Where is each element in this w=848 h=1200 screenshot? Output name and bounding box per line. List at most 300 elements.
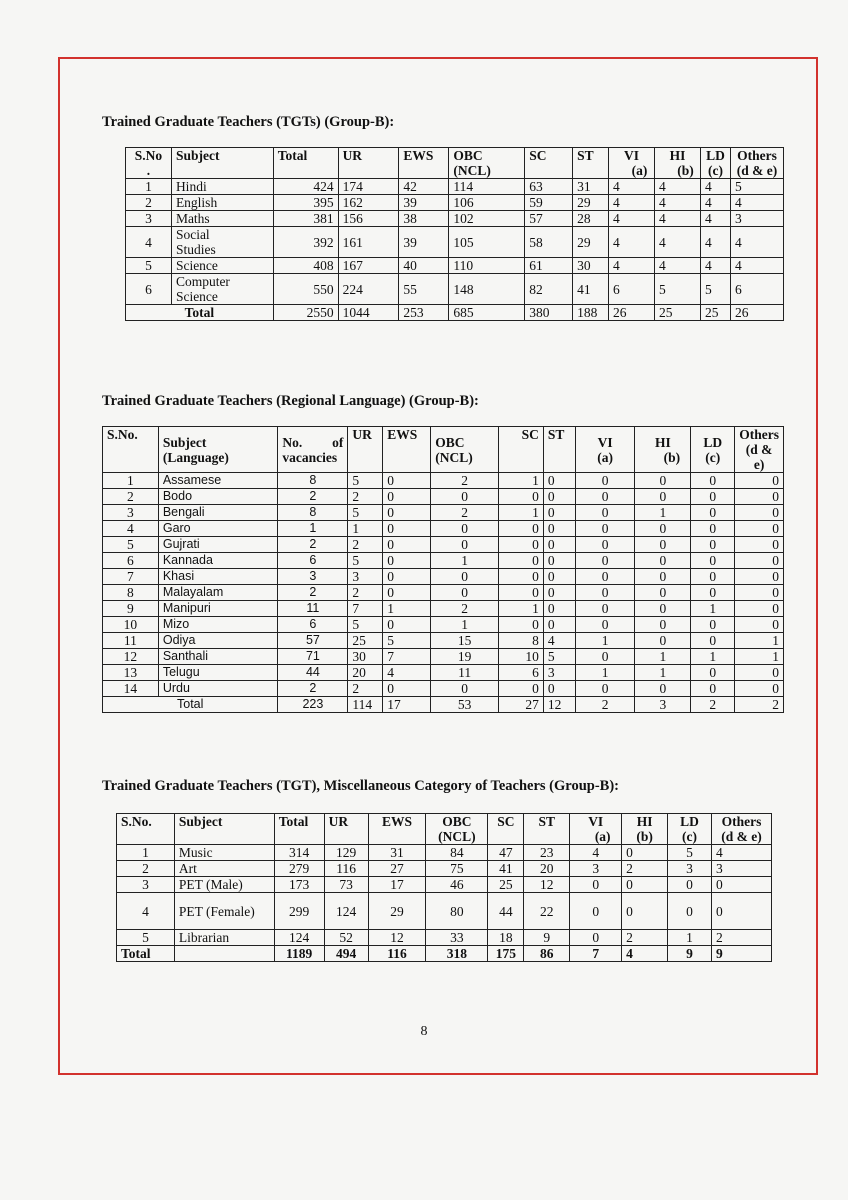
hi-cell: 0 [635, 553, 691, 569]
ur-cell: 7 [348, 601, 383, 617]
sc-cell: 10 [499, 649, 544, 665]
vi-cell: 0 [575, 553, 635, 569]
sc-cell: 0 [499, 537, 544, 553]
others-cell: 0 [735, 553, 784, 569]
others-cell: 0 [735, 505, 784, 521]
ur-cell: 494 [324, 946, 368, 962]
table-row [117, 877, 772, 893]
ews-cell: 0 [383, 585, 431, 601]
hi-cell: 0 [635, 537, 691, 553]
st-cell: 12 [524, 877, 570, 893]
vi-cell: 4 [609, 258, 655, 274]
ews-cell: 29 [368, 893, 426, 930]
others-cell: 3 [730, 211, 783, 227]
st-cell: 12 [543, 697, 575, 713]
sno-cell: 5 [117, 930, 175, 946]
subject-cell: Computer Science [171, 274, 273, 305]
language-cell: Gujrati [158, 537, 278, 553]
others-cell: 0 [735, 665, 784, 681]
ur-cell: 156 [338, 211, 399, 227]
tgt-table [125, 147, 784, 321]
hi-cell: 0 [635, 601, 691, 617]
regional-table [102, 426, 784, 713]
sno-cell: 2 [126, 195, 172, 211]
hi-cell: 1 [635, 665, 691, 681]
header-cell: SC [488, 814, 524, 845]
ews-cell: 31 [368, 845, 426, 861]
hi-cell: 4 [655, 179, 701, 195]
table-header-row [126, 148, 784, 179]
obc-cell: 53 [431, 697, 499, 713]
ld-cell: 0 [691, 521, 735, 537]
sno-cell: 1 [117, 845, 175, 861]
ur-cell: 73 [324, 877, 368, 893]
obc-cell: 80 [426, 893, 488, 930]
sno-cell: 7 [103, 569, 159, 585]
sno-cell: 2 [103, 489, 159, 505]
header-cell: Subject [171, 148, 273, 179]
obc-cell: 0 [431, 489, 499, 505]
ews-cell: 12 [368, 930, 426, 946]
sno-cell: 3 [103, 505, 159, 521]
language-cell: Khasi [158, 569, 278, 585]
obc-cell: 318 [426, 946, 488, 962]
header-cell: S.No . [126, 148, 172, 179]
others-cell: 0 [735, 489, 784, 505]
sno-cell: 2 [117, 861, 175, 877]
obc-cell: 110 [449, 258, 525, 274]
obc-cell: 148 [449, 274, 525, 305]
ur-cell: 162 [338, 195, 399, 211]
header-cell: UR [338, 148, 399, 179]
language-cell: Assamese [158, 473, 278, 489]
header-cell: HI (b) [622, 814, 668, 845]
hi-cell: 5 [655, 274, 701, 305]
others-cell: 0 [711, 877, 771, 893]
hi-cell: 0 [635, 489, 691, 505]
vi-cell: 6 [609, 274, 655, 305]
st-cell: 0 [543, 681, 575, 697]
hi-cell: 2 [622, 861, 668, 877]
sc-cell: 6 [499, 665, 544, 681]
header-cell: Subject [174, 814, 274, 845]
ur-cell: 5 [348, 617, 383, 633]
header-cell: VI (a) [570, 814, 622, 845]
ur-cell: 161 [338, 227, 399, 258]
hi-cell: 0 [635, 473, 691, 489]
vi-cell: 0 [575, 537, 635, 553]
vi-cell: 0 [575, 473, 635, 489]
regional-section-title: Trained Graduate Teachers (Regional Language) (Group-B): [102, 393, 479, 409]
vi-cell: 0 [575, 569, 635, 585]
header-cell: No. of vacancies [278, 427, 348, 473]
header-cell: VI (a) [609, 148, 655, 179]
sc-cell: 0 [499, 553, 544, 569]
header-cell: EWS [383, 427, 431, 473]
hi-cell: 0 [635, 617, 691, 633]
ews-cell: 39 [399, 227, 449, 258]
ur-cell: 20 [348, 665, 383, 681]
sc-cell: 47 [488, 845, 524, 861]
sno-cell: 4 [126, 227, 172, 258]
table-row [117, 861, 772, 877]
language-cell: Mizo [158, 617, 278, 633]
hi-cell: 4 [655, 258, 701, 274]
obc-cell: 84 [426, 845, 488, 861]
vi-cell: 7 [570, 946, 622, 962]
ur-cell: 114 [348, 697, 383, 713]
sno-cell: 13 [103, 665, 159, 681]
vacancies-cell: 2 [278, 585, 348, 601]
ld-cell: 0 [691, 569, 735, 585]
ld-cell: 0 [691, 665, 735, 681]
table-row [126, 258, 784, 274]
others-cell: 5 [730, 179, 783, 195]
ews-cell: 1 [383, 601, 431, 617]
ur-cell: 167 [338, 258, 399, 274]
total-row [103, 697, 784, 713]
ews-cell: 55 [399, 274, 449, 305]
ur-cell: 5 [348, 505, 383, 521]
total-label: Total [103, 697, 278, 713]
st-cell: 188 [573, 305, 609, 321]
sc-cell: 0 [499, 681, 544, 697]
table-row [103, 521, 784, 537]
others-cell: 6 [730, 274, 783, 305]
ld-cell: 5 [668, 845, 712, 861]
ews-cell: 0 [383, 553, 431, 569]
table-row [103, 585, 784, 601]
header-cell: UR [324, 814, 368, 845]
ld-cell: 4 [700, 179, 730, 195]
ews-cell: 42 [399, 179, 449, 195]
vacancies-cell: 3 [278, 569, 348, 585]
obc-cell: 114 [449, 179, 525, 195]
vi-cell: 26 [609, 305, 655, 321]
ews-cell: 116 [368, 946, 426, 962]
vi-cell: 0 [575, 681, 635, 697]
vi-cell: 0 [570, 930, 622, 946]
vacancies-cell: 11 [278, 601, 348, 617]
ur-cell: 5 [348, 553, 383, 569]
header-cell: ST [543, 427, 575, 473]
sno-cell: 3 [126, 211, 172, 227]
vacancies-cell: 44 [278, 665, 348, 681]
header-cell: Others (d & e) [711, 814, 771, 845]
ld-cell: 0 [691, 585, 735, 601]
table-row [103, 633, 784, 649]
ur-cell: 2 [348, 681, 383, 697]
table-row [103, 569, 784, 585]
language-cell: Bengali [158, 505, 278, 521]
hi-cell: 0 [635, 633, 691, 649]
vi-cell: 0 [570, 877, 622, 893]
sno-cell: 8 [103, 585, 159, 601]
others-cell: 1 [735, 649, 784, 665]
ews-cell: 5 [383, 633, 431, 649]
ews-cell: 0 [383, 681, 431, 697]
hi-cell: 2 [622, 930, 668, 946]
st-cell: 5 [543, 649, 575, 665]
st-cell: 0 [543, 473, 575, 489]
table-row [126, 274, 784, 305]
subject-cell: Hindi [171, 179, 273, 195]
sno-cell: 4 [117, 893, 175, 930]
vacancies-cell: 1 [278, 521, 348, 537]
sc-cell: 380 [525, 305, 573, 321]
obc-cell: 2 [431, 601, 499, 617]
ld-cell: 0 [691, 489, 735, 505]
subject-cell: Music [174, 845, 274, 861]
others-cell: 0 [735, 569, 784, 585]
sc-cell: 1 [499, 473, 544, 489]
ld-cell: 4 [700, 227, 730, 258]
language-cell: Telugu [158, 665, 278, 681]
table-row [126, 195, 784, 211]
obc-cell: 0 [431, 521, 499, 537]
subject-cell: PET (Female) [174, 893, 274, 930]
hi-cell: 4 [655, 195, 701, 211]
subject-cell: English [171, 195, 273, 211]
hi-cell: 25 [655, 305, 701, 321]
others-cell: 9 [711, 946, 771, 962]
sc-cell: 0 [499, 617, 544, 633]
table-row [117, 893, 772, 930]
header-cell: HI (b) [655, 148, 701, 179]
vi-cell: 3 [570, 861, 622, 877]
sno-cell: 11 [103, 633, 159, 649]
obc-cell: 0 [431, 569, 499, 585]
others-cell: 4 [730, 258, 783, 274]
st-cell: 0 [543, 537, 575, 553]
ur-cell: 2 [348, 585, 383, 601]
ews-cell: 0 [383, 521, 431, 537]
vi-cell: 0 [575, 601, 635, 617]
total-cell: 314 [274, 845, 324, 861]
ur-cell: 30 [348, 649, 383, 665]
st-cell: 4 [543, 633, 575, 649]
obc-cell: 2 [431, 473, 499, 489]
total-label: Total [117, 946, 175, 962]
table-header-row [117, 814, 772, 845]
total-cell: 424 [273, 179, 338, 195]
vi-cell: 0 [575, 505, 635, 521]
sc-cell: 57 [525, 211, 573, 227]
vacancies-cell: 223 [278, 697, 348, 713]
header-cell: S.No. [117, 814, 175, 845]
others-cell: 4 [730, 227, 783, 258]
table-row [103, 553, 784, 569]
st-cell: 0 [543, 617, 575, 633]
header-cell: HI (b) [635, 427, 691, 473]
table-row [126, 179, 784, 195]
st-cell: 22 [524, 893, 570, 930]
table-row [117, 930, 772, 946]
ews-cell: 0 [383, 473, 431, 489]
language-cell: Garo [158, 521, 278, 537]
total-cell: 124 [274, 930, 324, 946]
vacancies-cell: 71 [278, 649, 348, 665]
sc-cell: 27 [499, 697, 544, 713]
ews-cell: 0 [383, 505, 431, 521]
header-cell: Total [273, 148, 338, 179]
total-cell: 381 [273, 211, 338, 227]
hi-cell: 1 [635, 649, 691, 665]
misc-table [116, 813, 772, 962]
header-cell: LD (c) [691, 427, 735, 473]
obc-cell: 0 [431, 585, 499, 601]
header-cell: OBC (NCL) [431, 427, 499, 473]
ur-cell: 2 [348, 537, 383, 553]
obc-cell: 46 [426, 877, 488, 893]
st-cell: 29 [573, 227, 609, 258]
vi-cell: 0 [570, 893, 622, 930]
ur-cell: 224 [338, 274, 399, 305]
subject-cell: Art [174, 861, 274, 877]
ld-cell: 0 [691, 505, 735, 521]
hi-cell: 4 [622, 946, 668, 962]
others-cell: 0 [735, 601, 784, 617]
st-cell: 41 [573, 274, 609, 305]
sc-cell: 0 [499, 521, 544, 537]
sc-cell: 18 [488, 930, 524, 946]
others-cell: 1 [735, 633, 784, 649]
language-cell: Malayalam [158, 585, 278, 601]
language-cell: Santhali [158, 649, 278, 665]
hi-cell: 0 [635, 569, 691, 585]
vi-cell: 0 [575, 617, 635, 633]
header-cell: Total [274, 814, 324, 845]
tgt-section-title: Trained Graduate Teachers (TGTs) (Group-B): [102, 114, 395, 130]
table-row [103, 537, 784, 553]
st-cell: 28 [573, 211, 609, 227]
obc-cell: 106 [449, 195, 525, 211]
total-cell: 408 [273, 258, 338, 274]
ld-cell: 0 [691, 537, 735, 553]
sc-cell: 1 [499, 601, 544, 617]
obc-cell: 19 [431, 649, 499, 665]
ld-cell: 1 [691, 649, 735, 665]
total-cell: 173 [274, 877, 324, 893]
total-row [126, 305, 784, 321]
sc-cell: 44 [488, 893, 524, 930]
misc-section-title: Trained Graduate Teachers (TGT), Miscellaneous Category of Teachers (Group-B): [102, 778, 620, 794]
hi-cell: 4 [655, 211, 701, 227]
language-cell: Kannada [158, 553, 278, 569]
vi-cell: 4 [609, 195, 655, 211]
obc-cell: 685 [449, 305, 525, 321]
ld-cell: 5 [700, 274, 730, 305]
ur-cell: 5 [348, 473, 383, 489]
sc-cell: 8 [499, 633, 544, 649]
hi-cell: 0 [622, 845, 668, 861]
st-cell: 0 [543, 505, 575, 521]
obc-cell: 0 [431, 681, 499, 697]
hi-cell: 0 [635, 681, 691, 697]
total-cell: 279 [274, 861, 324, 877]
table-row [117, 845, 772, 861]
table-row [126, 211, 784, 227]
others-cell: 0 [735, 681, 784, 697]
ews-cell: 17 [368, 877, 426, 893]
ur-cell: 1044 [338, 305, 399, 321]
sc-cell: 61 [525, 258, 573, 274]
vi-cell: 4 [609, 179, 655, 195]
header-cell: VI (a) [575, 427, 635, 473]
others-cell: 4 [730, 195, 783, 211]
ld-cell: 0 [691, 617, 735, 633]
st-cell: 0 [543, 569, 575, 585]
ur-cell: 3 [348, 569, 383, 585]
hi-cell: 0 [635, 521, 691, 537]
ews-cell: 17 [383, 697, 431, 713]
vacancies-cell: 2 [278, 681, 348, 697]
st-cell: 0 [543, 601, 575, 617]
sc-cell: 1 [499, 505, 544, 521]
subject-cell: PET (Male) [174, 877, 274, 893]
header-cell: S.No. [103, 427, 159, 473]
vi-cell: 0 [575, 489, 635, 505]
sno-cell: 10 [103, 617, 159, 633]
ur-cell: 2 [348, 489, 383, 505]
sc-cell: 175 [488, 946, 524, 962]
ld-cell: 0 [668, 877, 712, 893]
vacancies-cell: 2 [278, 489, 348, 505]
st-cell: 31 [573, 179, 609, 195]
st-cell: 0 [543, 585, 575, 601]
vacancies-cell: 6 [278, 617, 348, 633]
vacancies-cell: 8 [278, 473, 348, 489]
vi-cell: 0 [575, 585, 635, 601]
obc-cell: 2 [431, 505, 499, 521]
others-cell: 0 [735, 617, 784, 633]
table-row [126, 227, 784, 258]
others-cell: 2 [735, 697, 784, 713]
ld-cell: 0 [691, 473, 735, 489]
sno-cell: 12 [103, 649, 159, 665]
vi-cell: 0 [575, 649, 635, 665]
ld-cell: 0 [691, 633, 735, 649]
obc-cell: 1 [431, 617, 499, 633]
total-cell: 1189 [274, 946, 324, 962]
sno-cell: 1 [103, 473, 159, 489]
ld-cell: 25 [700, 305, 730, 321]
header-cell: Others (d & e) [730, 148, 783, 179]
others-cell: 0 [711, 893, 771, 930]
table-row [103, 505, 784, 521]
st-cell: 0 [543, 489, 575, 505]
ld-cell: 4 [700, 195, 730, 211]
obc-cell: 1 [431, 553, 499, 569]
ur-cell: 52 [324, 930, 368, 946]
header-cell: LD (c) [700, 148, 730, 179]
table-header-row [103, 427, 784, 473]
ews-cell: 0 [383, 489, 431, 505]
header-cell: ST [524, 814, 570, 845]
ews-cell: 27 [368, 861, 426, 877]
obc-cell: 11 [431, 665, 499, 681]
header-cell: SC [499, 427, 544, 473]
vi-cell: 1 [575, 665, 635, 681]
header-cell: EWS [368, 814, 426, 845]
language-cell: Bodo [158, 489, 278, 505]
sc-cell: 82 [525, 274, 573, 305]
header-cell: Others (d & e) [735, 427, 784, 473]
st-cell: 9 [524, 930, 570, 946]
vacancies-cell: 8 [278, 505, 348, 521]
ld-cell: 0 [668, 893, 712, 930]
hi-cell: 0 [622, 893, 668, 930]
